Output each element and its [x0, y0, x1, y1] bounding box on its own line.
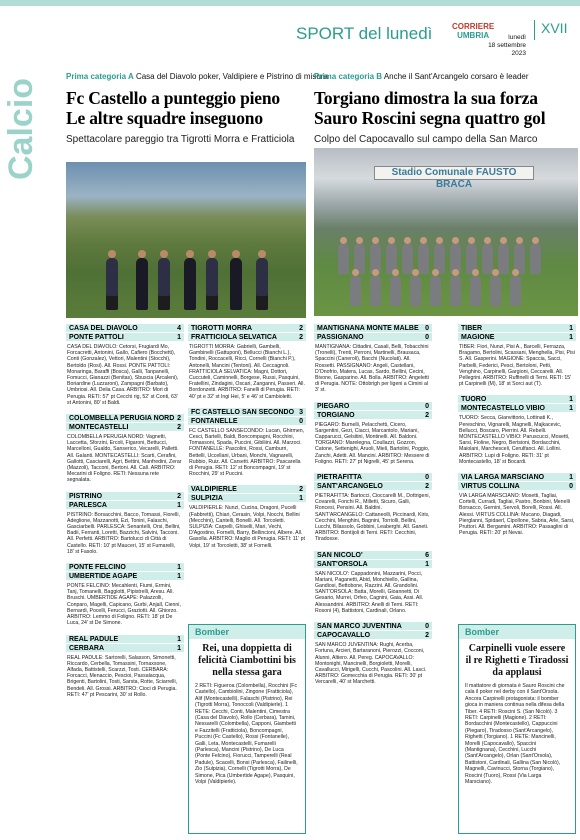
home-team-name: PISTRINO: [69, 492, 103, 500]
results-column-3: [314, 324, 432, 694]
home-team-name: COLOMBELLA PERUGIA NORD: [69, 415, 175, 423]
match-report: [188, 485, 306, 550]
home-team-score: 1: [177, 564, 181, 572]
header-bar: [0, 0, 580, 6]
away-team-score: 1: [177, 501, 181, 509]
masthead-line1: CORRIERE: [452, 22, 495, 31]
match-report: [314, 324, 432, 396]
away-team-score: 1: [299, 495, 303, 503]
home-team-name: TIGROTTI MORRA: [191, 325, 253, 332]
left-subhead: Spettacolare pareggio tra Tigrotti Morra e Fratticiola: [66, 134, 295, 145]
match-report: [458, 395, 576, 467]
home-team-name: CASA DEL DIAVOLO: [69, 325, 138, 332]
right-headline-line2: Sauro Roscini segna quattro gol: [314, 108, 546, 128]
away-team-name: SANT'ARCANGELO: [317, 483, 383, 491]
match-report: [458, 324, 576, 389]
player-figure: [470, 276, 481, 306]
away-team-line: [314, 560, 432, 569]
page-number: XVII: [534, 20, 567, 40]
away-team-score: 1: [177, 644, 181, 652]
match-report: [66, 324, 184, 408]
home-team-line: [66, 324, 184, 333]
home-team-score: 4: [177, 325, 181, 332]
away-team-line: [188, 417, 306, 426]
away-team-name: UMBERTIDE AGAPE: [69, 573, 138, 581]
player-figure: [350, 276, 361, 306]
away-team-score: 2: [177, 424, 181, 432]
results-column-2: [188, 324, 306, 557]
left-kicker: [66, 72, 328, 82]
home-team-score: 2: [177, 492, 181, 500]
player-figure: [410, 276, 421, 306]
player-figure: [430, 276, 441, 306]
home-team-score: 2: [299, 486, 303, 494]
home-team-name: MANTIGNANA MONTE MALBE: [317, 325, 419, 332]
match-lineups-text: REAL PADULE: Sartorelli, Salasson, Simonetti, Riccardo, Cerbella, Tomassini, Tornaxsone, Alfada, Battistelli, Scarzzi, Tosti. CERBARA: Forcacci, Menaccio, Pescioi, Passalacqua, Brigenti, Bartolini, Tosti, Sarsta, Rotte, Sciarrelli, Bendeli. All. Grossi. ARBITRO: Cioci di Perugia. RETI: 47' pt Pescarini, 30' st Rollo.: [67, 654, 178, 698]
left-kicker-rest: Casa del Diavolo poker, Valdipiere e Pistrino di misura: [133, 72, 328, 81]
left-photo: [66, 162, 306, 318]
stadium-sign: Stadio Comunale FAUSTO BRACA: [374, 166, 534, 180]
away-team-line: [66, 423, 184, 432]
away-team-line: [314, 333, 432, 342]
bomber-box-right: [458, 624, 576, 834]
right-kicker-bold: Prima categoria B: [314, 72, 383, 81]
home-team-score: 0: [425, 623, 429, 631]
home-team-line: [66, 414, 184, 423]
home-team-line: [188, 485, 306, 494]
home-team-score: 1: [569, 396, 573, 404]
bomber-left-text: 2 RETI: Figueroa (Colombella), Rocchini (Fc Castello), Cambiolini, Zingone (Fratticiola), Alif (Montecastelli), Falaschi (Pistrino), Rei (Tigrotti Morra), Tonoccoli (Valdipierle). 1 RETE: Cecchi, Conti, Malentini, Cimestra (Casa del Diavolo), Rollo (Cerbara), Tamini, Nessarelli (Colombella), Capponi, Giambetti e Fazzitelli (Fratticiola), Boncompagni, Puccini (Fc Castello), Rossi (Fontanelle), Galli, Leta, Montecastelli, Fumarelli (Parlesca), Mancini (Pistrino), De Luca (Ponte Felcino), Fiorucci, Tamperelli (Real Padule), Scacelli, Bonsi (Parlesca), Failinelli, Zio (Sulpizia), Cornelli (Tigrotti Morra), De Simone, Pica (Umbertide Agape), Pasquini, Volpi (Valdipierle).: [195, 683, 298, 786]
match-report: [66, 414, 184, 486]
home-team-score: 2: [177, 415, 181, 423]
side-label-text: Calcio: [2, 77, 40, 180]
away-team-line: [66, 644, 184, 653]
away-team-score: 1: [177, 573, 181, 581]
home-team-line: [314, 551, 432, 560]
side-label: [2, 77, 54, 180]
player-figure: [206, 258, 218, 310]
right-kicker: [314, 72, 529, 82]
home-team-line: [458, 473, 576, 482]
left-headline: [66, 88, 308, 128]
away-team-name: PASSIGNANO: [317, 334, 364, 341]
right-photo: [314, 148, 578, 316]
away-team-score: 1: [569, 405, 573, 413]
match-lineups-text: VALDIPIERLE: Nunzi, Cucina, Dragoni, Pucelli (Fabbretti), Chiari, Cerasin, Volpi, Nocchi, Bellini (Mecchini), Cantelli, Bonelli. All. Torcoletti. SULPIZIA: Carpelli, Ghiselli, Mari, Vechi, D'Agostino, Fornelli, Barry, Bellincioni, Albere. All. Gasolla. ARBITRO: Maglio di Perugia. RETI: 11' pt Volpi, 19' st Torcoletti, 38' st Fornelli.: [189, 505, 305, 549]
away-team-name: SANT'ORSOLA: [317, 560, 368, 568]
away-team-name: PARLESCA: [69, 501, 107, 509]
match-report: [66, 563, 184, 628]
player-figure: [136, 258, 148, 310]
away-team-name: PONTE PATTOLI: [69, 334, 124, 341]
home-team-score: 6: [425, 551, 429, 559]
match-lineups-text: TIGROTTI MORRA: Gabrielli, Gambelli, Gambinelli (Gattuponi), Bellucci (Bianchi L.), Tondini, Roccacelli, Ricci, Cornelli (Bianchi P.), Antonelli, Mancini (Tentoni). All. Ceccagnoli. FRATTICIOLA SELVATICA: Magni, Dottori, Cuccuteli, Caminnelli, Borgese, Russi, Pasquini, Fratellini, Zindagini, Oscari, Zanganni, Passeri. All. Bordonzetti. ARBITRO: Fanelli di Perugia. RETI: 40' pt e 32' st Ingi Hei, 5' e 46' st Cambioletti.: [189, 344, 305, 400]
player-figure: [158, 258, 170, 310]
away-team-score: 2: [425, 632, 429, 640]
home-team-line: [314, 402, 432, 411]
home-team-name: PONTE FELCINO: [69, 564, 126, 572]
match-lineups-text: PIEGARO: Burnelli, Pelacchetti, Cicero, Sargentini, Gezi, Ciacci, Marcantolo, Mariani, Capparucci, Gelsitini, Montinelli. All. Baldoni. TORGIANO: Marelegna, Coullazzi, Gozzon, Catone, Settenighi, Aruoli, Mieli, Bartolini, Poggio, Zanchi, Adetti. All. Mancini. ARBITRO: Messere di Foligno. RETI: 27' pt Nigrelli, 45' pt Serena.: [315, 421, 430, 465]
away-team-name: CERBARA: [69, 644, 104, 652]
match-lineups-text: CASA DEL DIAVOLO: Cetorsi, Frugiardi Mo, Forcacretti, Antonini, Gallo, Cafiero (Bocchetti), Conti (Gonzalez), Vettori, Malentini (Stocchi), Bertoldo (Rosi). All. Rossi. PONTE PATTOLI: Monaringa, Baraffi (Bosca), Galli, Tanpanelli, Fomucci, Gianazzi (Benitas), Sbuscia (Arcaleni), Boriardine (Luzzaroni), Zampagni (Barbato), Umbriosi. All. Delia Casa. ARBITRO: Mori di Perugia. RETI: 57' pt Cecchi rig, 52' st Conti, 63' st Antonini, 80' st Baldi.: [67, 344, 179, 406]
home-team-line: [458, 395, 576, 404]
home-team-line: [66, 635, 184, 644]
masthead-line2: UMBRIA: [457, 31, 490, 40]
away-team-line: [314, 482, 432, 491]
home-team-name: SAN MARCO JUVENTINA: [317, 623, 402, 631]
match-lineups-text: COLOMBELLA PERUGIA NORD: Vagnetti, Laccetta, Sforzini, Ercoli, Figaroni, Bettucci, Marcelloni, Gualdo, Sanserico, Vecarelli, Palletti. All. Galanti. MONTECASTELLI: Scarti, Cerafini, Gallotti, Casciarelli, Agri, Bettini, Manfredini, Zerar (Mazzoli), Tacconi, Bertoni. All. Calì. ARBITRO: Mecarini di Foligno. RETI: Nessuna rete segnalata.: [67, 434, 182, 484]
match-report: [188, 408, 306, 480]
home-team-score: 1: [177, 635, 181, 643]
match-lineups-text: VIA LARGA MARSCIANO: Mosetti, Tagliai, Cortelli, Curradi, Tagliai, Pastro, Bonbini, Menelli Borsacco, Gernini, Servoli, Borelli, Rossi. All. Alessi. VIRTUS COLLINA: Mucano, Diagadi, Pierglanni, Spidaerl, Cipollone, Sabria, Arle, Sarsi, Pruttori. All. Bergamini. ARBITRO: Passaglini di Perugia. RETI: 20' pt Nevai.: [459, 493, 575, 537]
player-figure: [450, 276, 461, 306]
home-team-name: REAL PADULE: [69, 635, 119, 643]
right-kicker-rest: Anche il Sant'Arcangelo corsaro è leader: [382, 72, 529, 81]
home-team-name: VIA LARGA MARSCIANO: [461, 474, 545, 482]
match-lineups-text: SAN NICOLO': Cappadonini, Mazzarini, Pocci, Mariani, Paganetti, Abid, Monchiello, Gallina, Gandiosi, Bettobone, Razzini. All. Grandolini. SANT'ORSOLA: Batta, Morelli, Gioannetti, Di Gesario, Murrei, Orfeo, Cagnini, Gaia, Assi. All. Alessandrini. ARBITRO: Anelli di Terni. RETI: Rosoni (4), Battistoni, Cardinali, Orlano.: [315, 570, 424, 614]
home-team-line: [314, 622, 432, 631]
player-figure: [230, 258, 242, 310]
home-team-name: PIEGARO: [317, 402, 350, 410]
away-team-line: [188, 494, 306, 503]
match-lineups-text: MANTIGNANA: Cittadini, Casali, Belli, Tobacchini (Tronelli), Trenti, Perroni, Martinelli, Brausaca, Spaccini (Caneroli), Bacchi (Nucolati). All. Rossetti. PASSIGNANO: Angeli, Castellani, D'Onofrio, Matera, Lucas, Sardo, Bellini, Cecini, Bivone, Gasparino. All. Bolla. ARBITRO: Angeletti di Perugia. NOTE: Ottobrigh per ligeni a Cimini al 3' st.: [315, 344, 429, 394]
away-team-name: MONTECASTELLO VIBIO: [461, 405, 545, 413]
right-headline-line1: Torgiano dimostra la sua forza: [314, 88, 538, 108]
match-report: [314, 473, 432, 545]
player-figure: [256, 258, 268, 310]
match-report: [188, 324, 306, 402]
home-team-score: 1: [569, 474, 573, 482]
player-figure: [338, 244, 349, 274]
home-team-line: [66, 563, 184, 572]
match-report: [458, 473, 576, 538]
away-team-name: CAPOCAVALLO: [317, 632, 371, 640]
section-title: SPORT del lunedì: [296, 24, 433, 43]
home-team-name: VALDIPIERLE: [191, 486, 237, 494]
away-team-score: 1: [569, 334, 573, 341]
home-team-name: TIBER: [461, 325, 482, 332]
home-team-score: 0: [425, 474, 429, 482]
away-team-name: VIRTUS COLLINA: [461, 483, 520, 491]
home-team-score: 0: [425, 402, 429, 410]
player-figure: [490, 276, 501, 306]
home-team-score: 1: [569, 325, 573, 332]
home-team-line: [188, 408, 306, 417]
away-team-line: [458, 482, 576, 491]
match-lineups-text: FC CASTELLO SANSECONDO: Lucan, Ghirmen, Cesci, Bartelli, Baldi, Boncompagni, Rocchini, Tomassoni, Spada, Puccini, Gibiliini. All. Marzoci. FONTANELLE: Pascolini, Rossi, Camburri, Bettelli, Uccellani, Urbani, Monchi, Vagnarelli, Rubbio, Ruiz. All. Carsetti. ARBITRO: Pascarella di Perugia. RETI: 12' st Boncompagni, 19' st Rocchini, 29' st Puccini.: [189, 427, 305, 478]
away-team-name: MONTECASTELLI: [69, 424, 129, 432]
match-lineups-text: PONTE FELCINO: Mecahlenti, Fiumi, Ermini, Tanj, Tomanelli, Baggiotti, Pipistrelli, Aresu. All. Bruschi. UMBERTIDE AGAPE: Palazzolli, Conparo, Magelli, Capicano, Gurbi, Anjall, Cienni, Bernardi, Pocelli, Ferucci, Graziotti. All. Ghiorzo. ARBITRO: Lemmo di Foligno. RETI: 18' pt De Luca, 24' st De Simone.: [67, 583, 181, 627]
player-figure: [402, 244, 413, 274]
home-team-score: 0: [425, 325, 429, 332]
home-team-line: [188, 324, 306, 333]
home-team-name: SAN NICOLO': [317, 551, 363, 559]
away-team-line: [458, 333, 576, 342]
away-team-line: [66, 333, 184, 342]
match-report: [66, 635, 184, 700]
right-headline: [314, 88, 578, 128]
home-team-line: [314, 324, 432, 333]
date-year: 2023: [511, 50, 526, 57]
home-team-score: 3: [299, 408, 303, 416]
player-figure: [510, 276, 521, 306]
away-team-line: [66, 572, 184, 581]
home-team-line: [314, 473, 432, 482]
match-lineups-text: TUORO: Secca, Gianvittorio, Lottinati K., Pereschino, Vignarelli, Magnelli, Majkacevic, Bellucci, Boscaro, Pierrini. All. Rebelli. MONTECASTELLO VIBIO: Paruscucci, Mosetti, Sarsi, Fioline, Negro, Bertsioni, Bordacchini, Maiolani, Marchesceli, Cerulfanci. All. Lollini. ARBITRO: Lupi di Foligno. RETI: 31' pt Montecastello, 18' st Bocardi.: [459, 415, 570, 465]
away-team-name: FRATTICIOLA SELVATICA: [191, 334, 277, 341]
bomber-left-head: Bomber: [189, 625, 305, 639]
bomber-box-left: [188, 624, 306, 834]
away-team-line: [314, 631, 432, 640]
player-figure: [498, 244, 509, 274]
match-report: [314, 622, 432, 687]
away-team-line: [188, 333, 306, 342]
match-lineups-text: PIETRAFITTA: Bartocci, Cioccarelli M., Dottrigeni, Covarelli, Fonchi R., Milletti, Sicuro, Galli, Roncesi, Pensini. All. Baldini. SANT'ARCANGELO: Cattaneolli, Piccinardi, Kiris, Cecchini, Menghini, Bagnini, Torriolli, Bellini, Lucchi, Bilassolo, Gobbini, Leaberghi. All. Ganeti. ARBITRO: Bontijoli di Terni. RETI: Cecchini, Tiradosse.: [315, 493, 430, 543]
page-header: [0, 0, 580, 57]
player-figure: [184, 258, 196, 310]
away-team-score: 2: [299, 334, 303, 341]
away-team-score: 0: [569, 483, 573, 491]
away-team-name: FONTANELLE: [191, 417, 238, 425]
away-team-line: [458, 404, 576, 413]
bomber-right-head: Bomber: [459, 625, 575, 639]
away-team-score: 2: [425, 483, 429, 491]
match-report: [314, 551, 432, 616]
away-team-score: 1: [425, 560, 429, 568]
player-figure: [370, 276, 381, 306]
match-lineups-text: TIBER: Fiori, Nunzi, Pisi A., Barcelli, Ferrazza, Bragamo, Bertolini, Scassani, Menghella, Pisi, Pisi S. All. Gasperini. MAGIONE: Spaccia, Sacci, Parbelli, Federici, Pesci, Bertoloni, Petti, Venghino, Carpinelli, Gargioni, Ceccarelli. All. Pellegrini. ARBITRO: Ruffinelli di Terni. RETI: 15' pt Carpinelli (M), 18' st Sorci aut (T).: [459, 344, 575, 388]
right-subhead: Colpo del Capocavallo sul campo della San Marco: [314, 134, 538, 145]
away-team-name: SULPIZIA: [191, 495, 223, 503]
away-team-name: TORGIANO: [317, 411, 355, 419]
home-team-name: FC CASTELLO SAN SECONDO: [191, 408, 295, 416]
player-figure: [418, 244, 429, 274]
home-team-name: PIETRAFITTA: [317, 474, 362, 482]
away-team-score: 1: [177, 334, 181, 341]
match-lineups-text: PISTRINO: Borsacchini, Bacco, Tomassi, Fiorelli, Adeglione, Mazzanotti, Ezi, Tonini, Falaschi, Gasciarbelli. PARLESCA: Senantelli, Orsi, Bellini, Badii, Ferranti, Loretti, Bazzichi, Salvini, Tacconi. All. Perfetti. ARBITRO: Bartolucci di Città di Castello. RETI: 10' pt Mauceri, 15' st Fumarelli, 18' st Fasolo.: [67, 511, 181, 555]
away-team-name: MAGIONE: [461, 334, 495, 341]
home-team-name: TUORO: [461, 396, 487, 404]
date-date: 18 settembre: [488, 42, 526, 49]
results-column-1: [66, 324, 184, 706]
bomber-right-text: Il mattatore di giornata è Sauro Roscini che cala il poker nel derby con il Sant'Orsola. Ancora Carpinelli protagonista: il bomber gioca in maniera continua nella difesa della Tiber. 4 RETI: Roscini S. (San Nicolò). 3 RETI: Carpinelli (Magione). 2 RETI: Bordacchini (Montecastello), Cappuccini (Piegaro), Tiradosso (Sant'Arcangelo), Righetti (Torgiano). 1 RETE: Mancinelli, Morelli (Capocavallo), Spaccini (Mantignana), Cecchini, Lucchi (Sant'Arcangelo), Orlan (Sant'Orsola), Battistoni, Cardinali, Gallina (San Nicolò), Magnelli, Cavinucci, Storna (Torgiano), Roscini (Tuoro), Rossi (Via Larga Marsciano).: [465, 683, 565, 786]
away-team-score: 0: [425, 334, 429, 341]
left-headline-line2: Le altre squadre inseguono: [66, 108, 263, 128]
date-day: lunedì: [508, 34, 526, 41]
date-block: [478, 34, 526, 58]
match-report: [314, 402, 432, 467]
player-figure: [106, 258, 118, 310]
home-team-line: [66, 492, 184, 501]
match-lineups-text: SAN MARCO JUVENTINA: Rughi, Acerba, Fortuna, Arcieri, Bartaranoni, Pierozzi, Cocconi, Alunni, Altiero. All. Pereg. CAPOCAVALLO: Montonighi, Mancinelli, Borgioletti, Morelli, Cavallucci, Mirigelli, Cucchi, Pascolini. All. Lasci. ARBITRO: Gomecchia di Perugia. RETI: 30' pt Vercarelli, 40' st Marchetti.: [315, 642, 427, 686]
player-figure: [530, 244, 541, 274]
away-team-line: [314, 411, 432, 420]
bomber-left-title: Rei, una doppietta di felicità Ciambottini bis nella stessa gara: [198, 643, 296, 678]
away-team-score: 2: [425, 411, 429, 419]
player-figure: [390, 276, 401, 306]
left-kicker-bold: Prima categoria A: [66, 72, 134, 81]
player-figure: [482, 244, 493, 274]
left-headline-line1: Fc Castello a punteggio pieno: [66, 88, 280, 108]
home-team-line: [458, 324, 576, 333]
away-team-score: 0: [299, 417, 303, 425]
bomber-right-title: Carpinelli vuole essere il re Righetti e Tiradossi da applausi: [465, 643, 569, 678]
home-team-score: 2: [299, 325, 303, 332]
match-report: [66, 492, 184, 557]
results-column-4: [458, 324, 576, 544]
away-team-line: [66, 501, 184, 510]
